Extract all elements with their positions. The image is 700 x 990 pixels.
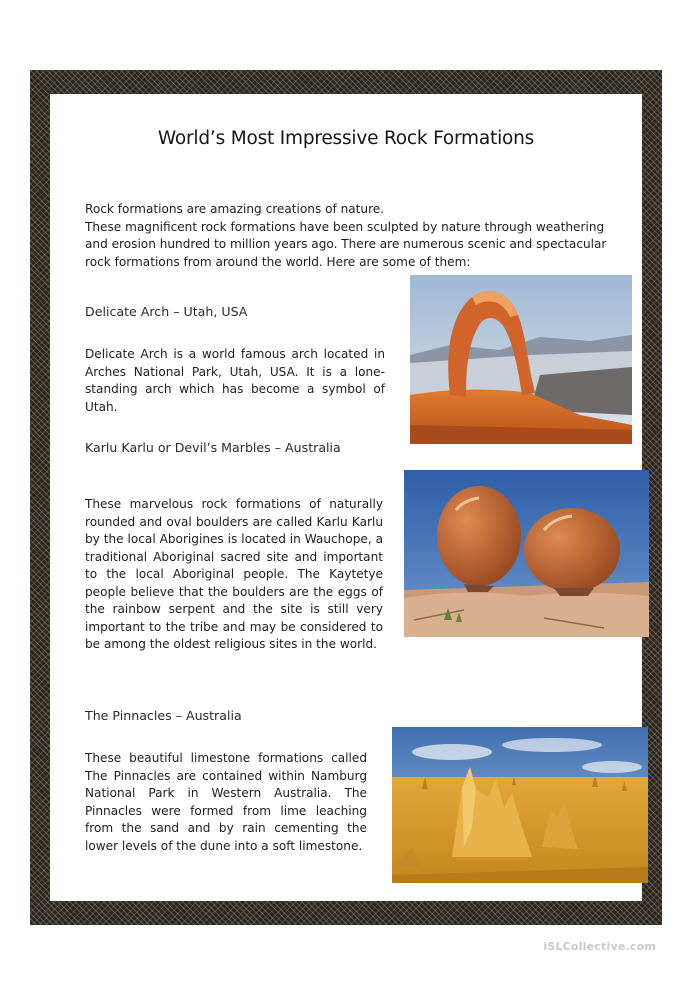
section-heading-karlu-karlu: Karlu Karlu or Devil’s Marbles – Australia bbox=[85, 440, 341, 455]
section-text-pinnacles: These beautiful limestone formations called The Pinnacles are contained within Namburg National Park in Western Australia. The Pinnacles were formed from lime leaching from the sand and by rain cementing the lower levels of the dune into a soft limestone. bbox=[85, 751, 367, 853]
section-heading-delicate-arch: Delicate Arch – Utah, USA bbox=[85, 304, 248, 319]
section-heading-pinnacles: The Pinnacles – Australia bbox=[85, 708, 242, 723]
page-title: World’s Most Impressive Rock Formations bbox=[157, 128, 535, 149]
watermark: iSLCollective.com bbox=[543, 940, 656, 953]
intro-line-2: These magnificent rock formations have been sculpted by nature through weathering and erosion hundred to million years ago. There are numerous scenic and spectacular rock formations from around the world. Here are some of them: bbox=[85, 219, 607, 269]
section-text-karlu-karlu: These marvelous rock formations of naturally rounded and oval boulders are called Karlu Karlu by the local Aborigines is located in Wauchope, a traditional Aboriginal sacred site and important to the local Aboriginal people. The Kaytetye people believe that the boulders are the eggs of the rainbow serpent and the site is still very important to the tribe and may be considered to be among the oldest religious sites in the world. bbox=[85, 497, 383, 651]
intro-paragraph bbox=[85, 201, 610, 271]
intro-line-1: Rock formations are amazing creations of nature. bbox=[85, 202, 385, 216]
decorative-border-frame bbox=[30, 70, 662, 925]
worksheet-page bbox=[50, 94, 642, 901]
devils-marbles-photo bbox=[404, 470, 649, 637]
pinnacles-photo bbox=[392, 727, 648, 883]
section-text-delicate-arch: Delicate Arch is a world famous arch located in Arches National Park, Utah, USA. It is a lone-standing arch which has become a symbol of Utah. bbox=[85, 347, 385, 414]
delicate-arch-photo bbox=[410, 275, 632, 444]
